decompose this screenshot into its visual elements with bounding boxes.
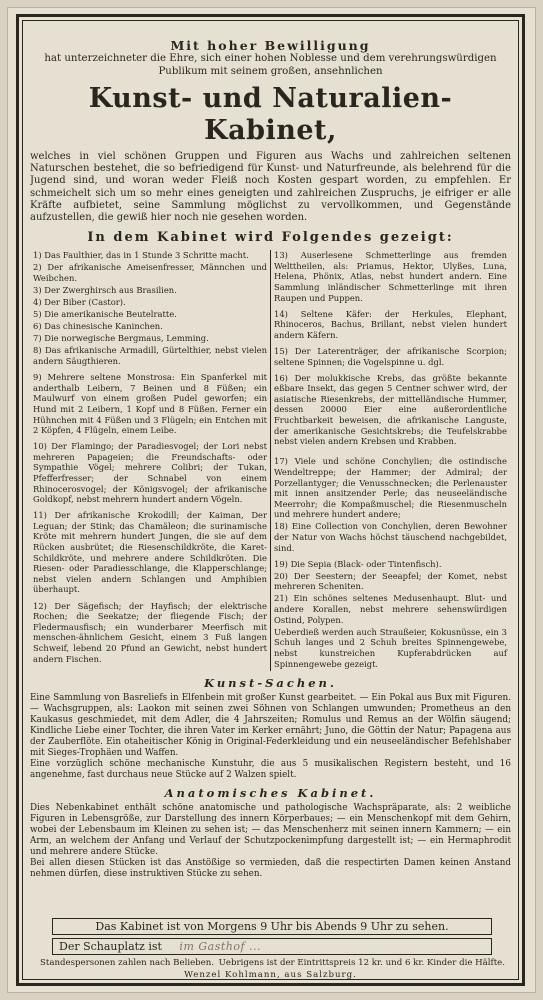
kunst-section-title: Kunst-Sachen. — [204, 675, 337, 690]
header-line-2: hat unterzeichneter die Ehre, sich einer hohen Noblesse und dem verehrungswürdigen — [44, 53, 497, 64]
kunst-paragraph: Eine Sammlung von Basreliefs in Elfenbein mit großer Kunst gearbeitet. — Ein Pokal aus Bux mit Figuren. — Wachsgruppen, als: Laokon mit seinen zwei Söhnen von Schlangen umwunden; Prometheus an den Kaukasus geschmiedet, mit dem Adler, die 4 Jahrszeiten; Romulus und Remus an der Wölfin säugend; Kindliche Liebe einer Tochter, die ihren Vater im Kerker ernährt; Juno, die Göttin der Natur; Papagena aus der Zauberflöte. Ein otaheitischer König in Original-Federkleidung und ein neuseeländischer Befehlshaber mit Sieges-Trophäen und Waffen. — [30, 692, 511, 758]
exhibit-item: 15) Der Laterenträger, der afrikanische Scorpion; seltene Spinnen; die Vogelspinne u. dgl. — [274, 345, 507, 367]
exhibit-item: 6) Das chinesische Kaninchen. — [33, 321, 163, 332]
poster-content — [30, 34, 511, 974]
footer-left-text: Standespersonen zahlen nach Belieben. — [40, 958, 215, 968]
exhibit-item: 10) Der Flamingo; der Paradiesvogel; der Lori nebst mehreren Papageien; die Freundschafts- oder Sympathie Vögel; mehrere Colibri; der Tukan, Pfefferfresser; der Schnabel von einem Rhinocerosvogel; der Königsvogel; der afrikanische Goldkopf, nebst mehrern hundert andern Vögeln. — [33, 441, 267, 505]
footer-right-text: Uebrigens ist der Eintrittspreis 12 kr. und 6 kr. Kinder die Hälfte. — [218, 958, 505, 968]
exhibit-item: 1) Das Faulthier, das in 1 Stunde 3 Schritte macht. — [33, 250, 249, 261]
location-label: Der Schauplatz ist — [59, 940, 162, 953]
left-column — [30, 250, 270, 670]
exhibit-subheading: In dem Kabinet wird Folgendes gezeigt: — [87, 230, 454, 246]
exhibit-item: 11) Der afrikanische Krokodill; der Kaiman, Der Leguan; der Stink; das Chamäleon; die surinamische Kröte mit mehrern hundert Jungen, die sie auf dem Rücken ausbrütet; die Riesenschildkröte, die Karet-Schildkröte, und mehrere andere Schildkröten. Die Riesen- oder Paradiesschlange, die Klapperschlange; nebst vielen andern Schlangen und Amphibien überhaupt. — [33, 510, 267, 595]
exhibit-item: 14) Seltene Käfer: der Herkules, Elephant, Rhinoceros, Bachus, Brillant, nebst vielen hundert andern Käfern. — [274, 308, 507, 340]
exhibit-item: 7) Die norwegische Bergmaus, Lemming. — [33, 333, 209, 344]
exhibit-item: 4) Der Biber (Castor). — [33, 297, 126, 308]
exhibit-item: 12) Der Sägefisch; der Hayfisch; der elektrische Rochen; die Seekatze; der fliegende Fisch; der Fledermausfisch; ein wunderbarer Meerfisch mit menschen-ähnlichem Gesicht, einem 3 Fuß langen Schweif, lebend 20 Pfund an Gewicht, nebst hundert andern Fischen. — [33, 600, 267, 664]
exhibit-item: 5) Die amerikanische Beutelratte. — [33, 309, 177, 320]
exhibit-item: 18) Eine Collection von Conchylien, deren Bewohner der Natur von Wachs höchst täuschend nachgebildet, sind. — [274, 521, 507, 553]
exhibit-item: Ueberdieß werden auch Straußeier, Kokusnüsse, ein 3 Schuh langes und 2 Schuh breites Spinnengewebe, nebst kunstreichen Kupferabdrücken auf Spinnengewebe gezeigt. — [274, 626, 507, 669]
exhibit-item: 16) Der molukkische Krebs, das größte bekannte eßbare Insekt, das gegen 5 Centner schwer wird, der asiatische Riesenkrebs, der mittelländische Hummer, dessen 20000 Eier eine außerordentliche Fruchtbarkeit beweisen, die afrikanische Languste, der amerikanische Gesichtskrebs; die Teufelskrabbe nebst vielen andern Krebsen und Krabben. — [274, 372, 507, 447]
intro-paragraph: welches in viel schönen Gruppen und Figuren aus Wachs und zahlreichen seltenen Naturschen bestehet, die so befriedigend für Kunst- und Naturfreunde, als belehrend für die Jugend sind, und woran weder Fleiß noch Kosten gespart worden, zu empfehlen. Er schmeichelt sich um so mehr eines geneigten und zahlreichen Zuspruchs, je eifriger er alle Kräfte aufbietet, seine Sammlung möglichst zu vervollkommen, und Gegenstände aufzustellen, die gewiß hier noch nie gesehen worden. — [30, 151, 511, 224]
exhibit-item: 3) Der Zwerghirsch aus Brasilien. — [33, 285, 177, 295]
exhibit-item: 13) Auserlesene Schmetterlinge aus fremden Welttheilen, als: Priamus, Hektor, Ulyßes, Luna, Helena, Phönix, Atlas, nebst hundert andern. Eine Sammlung inländischer Schmetterlinge mit ihren Raupen und Puppen. — [274, 250, 507, 303]
exhibit-item: 9) Mehrere seltene Monstrosa: Ein Spanferkel mit anderthalb Leibern, 7 Beinen und 8 Füßen; ein Maulwurf von einem großen Pudel geworfen; ein Hund mit 2 Leibern, 1 Kopf und 8 Füßen. Ferner ein Hühnchen mit 4 Füßen und 3 Flügeln; ein Entchen mit 2 Köpfen, 4 Flügeln, einem Leibe. — [33, 372, 267, 436]
right-column — [270, 250, 510, 670]
signature: Wenzel Kohlmann, aus Salzburg. — [184, 970, 357, 980]
location-handwritten: im Gasthof ... — [179, 940, 262, 953]
exhibit-item: 20) Der Seestern; der Seeapfel; der Komet, nebst mehreren Scheniten. — [274, 570, 507, 592]
header-line-3: Publikum mit seinem großen, ansehnlichen — [158, 65, 383, 77]
permission-heading: Mit hoher Bewilligung — [170, 38, 371, 53]
opening-hours-box — [52, 918, 492, 935]
exhibit-columns — [30, 250, 511, 670]
exhibit-item: 2) Der afrikanische Ameisenfresser, Männchen und Weibchen. — [33, 262, 267, 283]
anatomy-section-title: Anatomisches Kabinet. — [164, 785, 377, 800]
kunst-paragraph-2: Eine vorzüglich schöne mechanische Kunstuhr, die aus 5 musikalischen Registern besteht, und 16 angenehme, fast durchaus neue Stücke auf 2 Walzen spielt. — [30, 758, 511, 780]
location-box — [52, 938, 492, 955]
opening-hours: Das Kabinet ist von Morgens 9 Uhr bis Abends 9 Uhr zu sehen. — [95, 920, 449, 933]
exhibit-item: 17) Viele und schöne Conchylien; die ostindische Wendeltreppe; der Hammer; der Admiral; der Porzellantyger; die Venusschnecken; die Perlenauster mit innen ansitzender Perle; das neuseeländische Meerrohr; die Kompaßmuschel; die Riesenmuscheln und mehrere hundert andere; — [274, 456, 507, 520]
footer-row — [40, 958, 505, 969]
exhibit-item: 21) Ein schönes seltenes Medusenhaupt. Blut- und andere Korallen, nebst mehrere sehenswürdigen Ostind, Polypen. — [274, 593, 507, 625]
poster-title: Kunst- und Naturalien-Kabinet, — [88, 83, 453, 146]
anatomy-paragraph-2: Bei allen diesen Stücken ist das Anstößige so vermieden, daß die respectirten Damen keinen Anstand nehmen dürfen, diese instruktiven Stücke zu sehen. — [30, 857, 511, 879]
exhibit-item: 19) Die Sepia (Black- oder Tintenfisch). — [274, 558, 442, 569]
exhibit-item: 8) Das afrikanische Armadill, Gürtelthier, nebst vielen andern Säugthieren. — [33, 345, 267, 367]
anatomy-paragraph: Dies Nebenkabinet enthält schöne anatomische und pathologische Wachspräparate, als: 2 weibliche Figuren in Lebensgröße, zur Darstellung des innern Körperbaues; — ein Menschenkopf mit dem Gehirn, wobei der Lebensbaum im Kleinen zu sehen ist; — das Menschenherz mit seinen innern Kammern; — ein Arm, an welchem der Anfang und Verlauf der Schutzpockenimpfung dargestellt ist; — ein Hermaphrodit und mehrere andere Stücke. — [30, 802, 511, 857]
